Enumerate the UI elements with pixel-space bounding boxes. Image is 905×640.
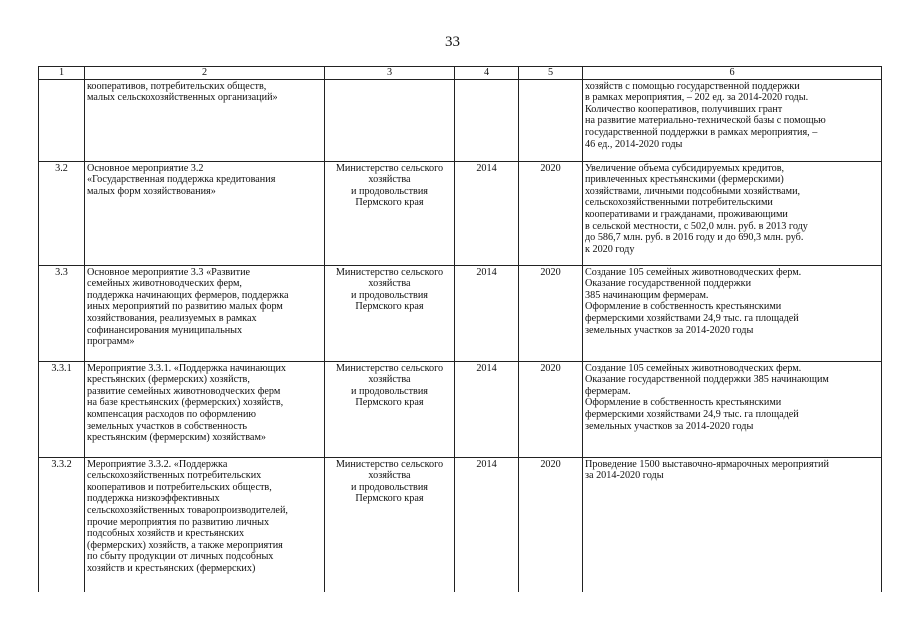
measure-name: кооперативов, потребительских обществ, малых сельскохозяйственных организаций»	[85, 79, 325, 161]
row-number: 3.3.1	[39, 361, 85, 457]
column-header: 5	[519, 67, 583, 80]
table-row	[39, 457, 882, 592]
measure-name: Основное мероприятие 3.2 «Государственная поддержка кредитования малых форм хозяйствования»	[85, 161, 325, 265]
table-row	[39, 361, 882, 457]
end-year: 2020	[519, 361, 583, 457]
column-header: 1	[39, 67, 85, 80]
page-number: 33	[445, 34, 460, 50]
start-year	[455, 79, 519, 161]
table-row	[39, 79, 882, 161]
executor	[325, 79, 455, 161]
measure-name: Мероприятие 3.3.2. «Поддержка сельскохозяйственных потребительских кооперативов и потребительских обществ, поддержка низкоэффективных сельскохозяйственных товаропроизводителей, прочие мероприятия по развитию личных подсобных хозяйств и крестьянских (фермерских) хозяйств, а также мероприятия по сбыту продукции от личных подсобных хозяйств и крестьянских (фермерских)	[85, 457, 325, 592]
column-header: 3	[325, 67, 455, 80]
expected-result: Создание 105 семейных животноводческих ферм. Оказание государственной поддержки 385 начинающим фермерам. Оформление в собственность крестьянскими фермерскими хозяйствами 24,9 тыс. га площадей земельных участков за 2014-2020 годы	[583, 265, 882, 361]
end-year: 2020	[519, 265, 583, 361]
expected-result: Создание 105 семейных животноводческих ферм. Оказание государственной поддержки 385 начинающим фермерам. Оформление в собственность крестьянскими фермерскими хозяйствами 24,9 тыс. га площадей земельных участков за 2014-2020 годы	[583, 361, 882, 457]
program-measures-table	[38, 66, 882, 592]
expected-result: Проведение 1500 выставочно-ярмарочных мероприятий за 2014-2020 годы	[583, 457, 882, 592]
start-year: 2014	[455, 457, 519, 592]
start-year: 2014	[455, 161, 519, 265]
expected-result: Увеличение объема субсидируемых кредитов, привлеченных крестьянскими (фермерскими) хозяйствами, личными подсобными хозяйствами, сельскохозяйственными потребительскими кооперативами и гражданами, проживающими в сельской местности, с 502,0 млн. руб. в 2013 году до 586,7 млн. руб. в 2016 году и до 690,3 млн. руб. к 2020 году	[583, 161, 882, 265]
column-header: 4	[455, 67, 519, 80]
start-year: 2014	[455, 361, 519, 457]
start-year: 2014	[455, 265, 519, 361]
executor: Министерство сельского хозяйства и продовольствия Пермского края	[325, 457, 455, 592]
end-year: 2020	[519, 457, 583, 592]
column-header: 2	[85, 67, 325, 80]
measure-name: Основное мероприятие 3.3 «Развитие семейных животноводческих ферм, поддержка начинающих фермеров, поддержка иных мероприятий по развитию малых форм хозяйствования, реализуемых в рамках софинансирования муниципальных программ»	[85, 265, 325, 361]
table-row	[39, 161, 882, 265]
row-number: 3.2	[39, 161, 85, 265]
table-header-row	[39, 67, 882, 80]
row-number: 3.3	[39, 265, 85, 361]
executor: Министерство сельского хозяйства и продовольствия Пермского края	[325, 161, 455, 265]
column-header: 6	[583, 67, 882, 80]
expected-result: хозяйств с помощью государственной поддержки в рамках мероприятия, – 202 ед. за 2014-2020 годы. Количество кооперативов, получивших грант на развитие материально-технической базы с помощью государственной поддержки в рамках мероприятия, – 46 ед., 2014-2020 годы	[583, 79, 882, 161]
executor: Министерство сельского хозяйства и продовольствия Пермского края	[325, 265, 455, 361]
end-year	[519, 79, 583, 161]
measure-name: Мероприятие 3.3.1. «Поддержка начинающих крестьянских (фермерских) хозяйств, развитие семейных животноводческих ферм на базе крестьянских (фермерских) хозяйств, компенсация расходов по оформлению земельных участков в собственность крестьянским (фермерским) хозяйствам»	[85, 361, 325, 457]
row-number	[39, 79, 85, 161]
end-year: 2020	[519, 161, 583, 265]
table-row	[39, 265, 882, 361]
executor: Министерство сельского хозяйства и продовольствия Пермского края	[325, 361, 455, 457]
row-number: 3.3.2	[39, 457, 85, 592]
